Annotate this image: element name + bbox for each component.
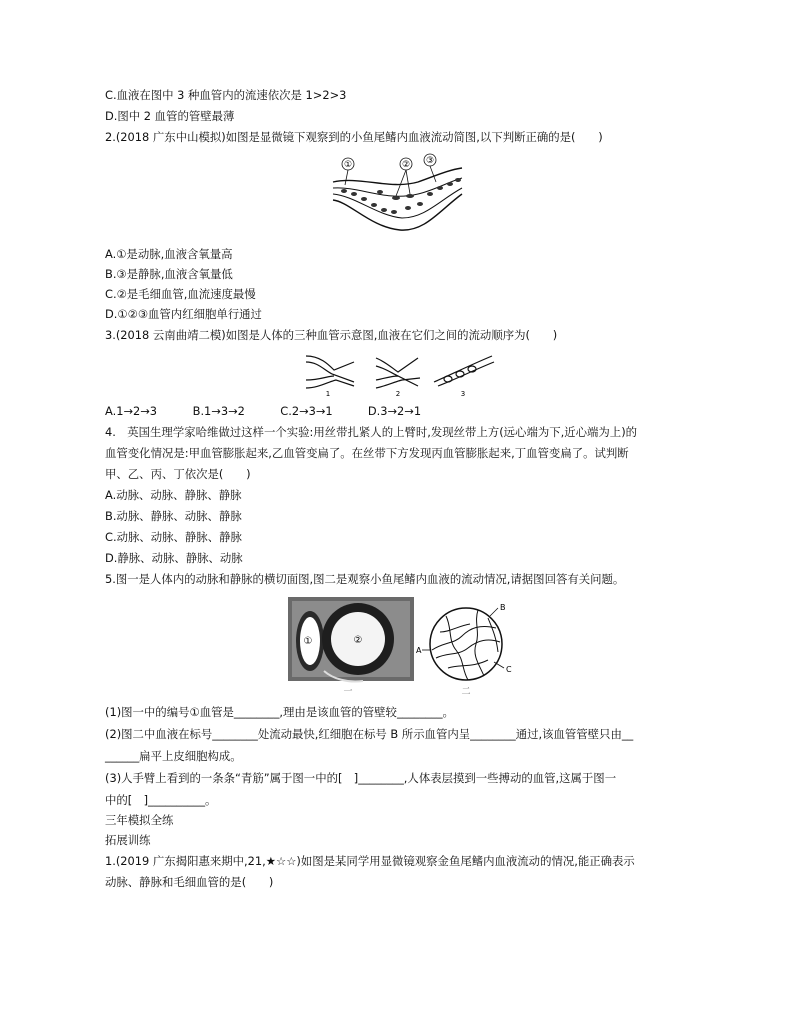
q4-option-b: B.动脉、静脉、动脉、静脉 <box>105 509 242 523</box>
q5-sub-line-1: (1)图一中的编号①血管是________,理由是该血管的管壁较________。 <box>105 705 454 719</box>
q5-figure-2-fish-tail <box>418 602 518 698</box>
q5-fig1-caption: 一 <box>343 687 353 697</box>
q5-fig1-label-1: ① <box>303 636 313 647</box>
q3-option-d: D.3→2→1 <box>367 404 422 418</box>
q5-fig2-label-b: B <box>500 603 506 612</box>
q3-fig-label-3: 3 <box>460 390 466 398</box>
q4-option-c: C.动脉、动脉、静脉、静脉 <box>105 530 242 544</box>
q4-stem-line-1: 4. 英国生理学家哈维做过这样一个实验:用丝带扎紧人的上臂时,发现丝带上方(远心端为下,近心端为上)的 <box>105 425 638 439</box>
q5-fig2-label-c: C <box>506 665 512 674</box>
q2-stem: 2.(2018 广东中山模拟)如图是显微镜下观察到的小鱼尾鳍内血液流动简图,以下判断正确的是( ) <box>105 130 603 144</box>
ext-q1-line-1: 1.(2019 广东揭阳惠来期中,21,★☆☆)如图是某同学用显微镜观察金鱼尾鳍内血液流动的情况,能正确表示 <box>105 854 635 868</box>
q2-fig-label-2: ② <box>401 160 411 170</box>
q4-stem-line-2: 血管变化情况是:甲血管膨胀起来,乙血管变扁了。在丝带下方发现丙血管膨胀起来,丁血管变扁了。试判断 <box>105 446 629 460</box>
q3-stem: 3.(2018 云南曲靖二模)如图是人体的三种血管示意图,血液在它们之间的流动顺序为( ) <box>105 328 558 342</box>
q2-figure-fish-tail <box>330 152 465 242</box>
section-title: 三年模拟全练 <box>105 813 174 827</box>
ext-q1-line-2: 动脉、静脉和毛细血管的是( ) <box>105 875 274 889</box>
q2-fig-label-1: ① <box>343 160 353 170</box>
q3-options-row <box>105 404 452 418</box>
q3-figure-vessels <box>298 350 498 398</box>
q1-option-c: C.血液在图中 3 种血管内的流速依次是 1>2>3 <box>105 88 347 102</box>
q3-fig-label-1: 1 <box>325 390 331 398</box>
q2-fig-label-3: ③ <box>425 156 435 166</box>
q5-figure-1-cross-section <box>288 597 414 697</box>
q2-option-a: A.①是动脉,血液含氧量高 <box>105 247 233 261</box>
q1-option-d: D.图中 2 血管的管壁最薄 <box>105 109 235 123</box>
q5-sub-line-5: 中的[ ]__________。 <box>105 793 217 807</box>
q4-option-d: D.静脉、动脉、静脉、动脉 <box>105 551 243 565</box>
section-subtitle: 拓展训练 <box>105 833 151 847</box>
q3-option-b: B.1→3→2 <box>192 404 245 418</box>
q4-option-a: A.动脉、动脉、静脉、静脉 <box>105 488 242 502</box>
q5-sub-line-3: ______扁平上皮细胞构成。 <box>105 749 242 763</box>
q5-stem: 5.图一是人体内的动脉和静脉的横切面图,图二是观察小鱼尾鳍内血液的流动情况,请据图回答有关问题。 <box>105 572 625 586</box>
q5-sub-line-2: (2)图二中血液在标号________处流动最快,红细胞在标号 B 所示血管内呈________通过,该血管管壁只由__ <box>105 727 634 741</box>
q5-fig2-label-a: A <box>416 646 422 655</box>
q4-stem-line-3: 甲、乙、丙、丁依次是( ) <box>105 467 251 481</box>
q2-option-b: B.③是静脉,血液含氧量低 <box>105 267 233 281</box>
q2-option-c: C.②是毛细血管,血流速度最慢 <box>105 287 256 301</box>
q2-option-d: D.①②③血管内红细胞单行通过 <box>105 307 262 321</box>
q5-sub-line-4: (3)人手臂上看到的一条条“青筋”属于图一中的[ ]________,人体表层摸到一些搏动的血管,这属于图一 <box>105 771 617 785</box>
q3-option-c: C.2→3→1 <box>280 404 333 418</box>
q5-fig1-label-2: ② <box>353 635 363 646</box>
q5-fig2-caption: 二 <box>461 687 471 697</box>
q3-option-a: A.1→2→3 <box>105 404 158 418</box>
q3-fig-label-2: 2 <box>395 390 401 398</box>
